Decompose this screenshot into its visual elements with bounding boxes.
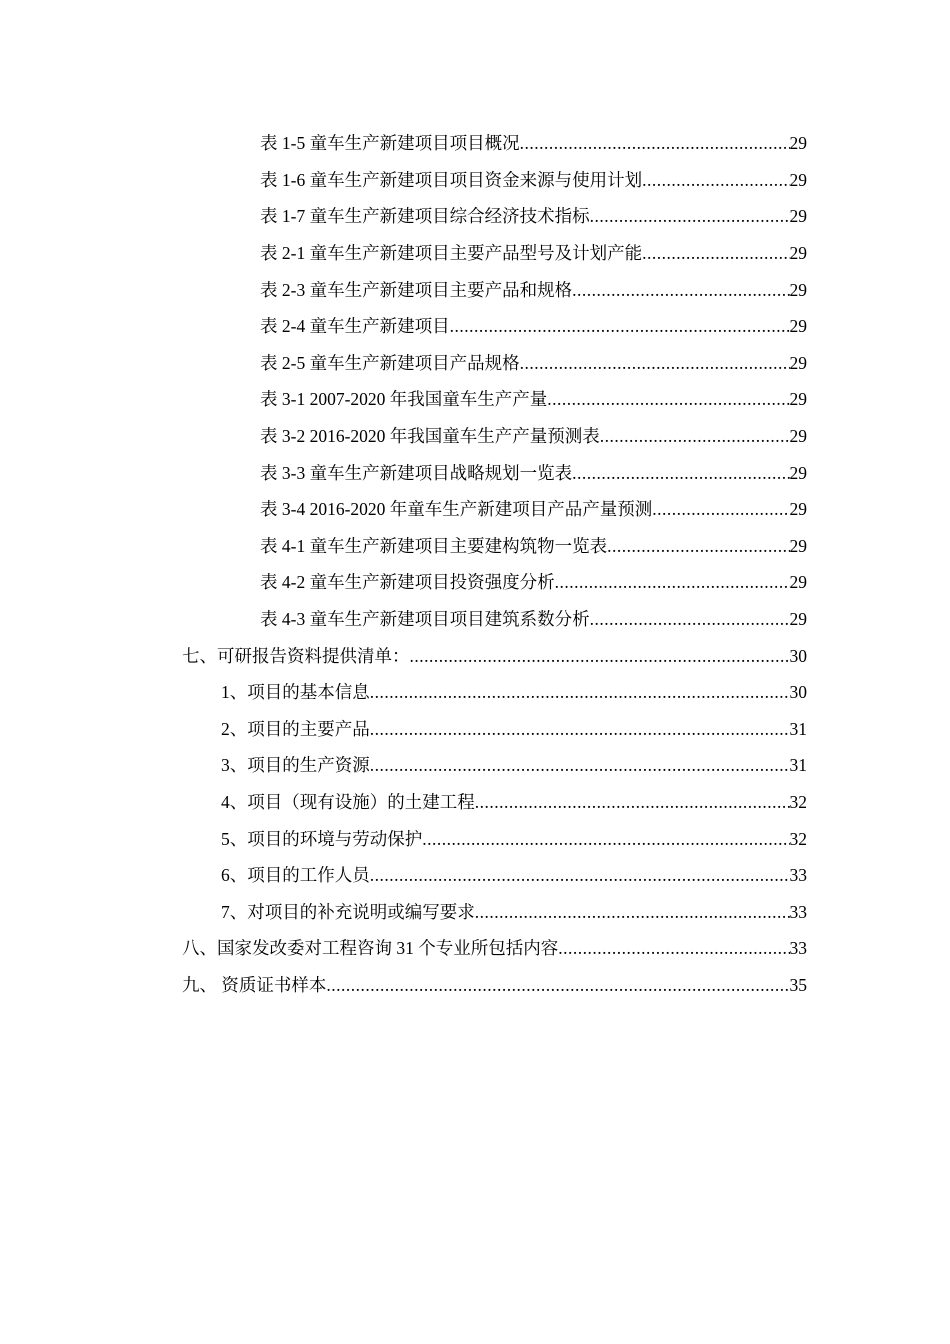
toc-entry-section-8[interactable] — [0, 930, 950, 967]
toc-dot-leader — [642, 242, 789, 264]
toc-dot-leader — [370, 754, 790, 776]
toc-entry-label: 1、项目的基本信息 — [221, 682, 370, 703]
toc-dot-leader — [450, 315, 790, 337]
toc-page-number: 31 — [789, 718, 807, 739]
toc-entry-label: 表 3-1 2007-2020 年我国童车生产产量 — [260, 389, 548, 410]
toc-entry-section-7-7[interactable] — [0, 893, 950, 930]
toc-page-number: 32 — [789, 828, 807, 849]
toc-dot-leader — [475, 901, 790, 923]
toc-entry-section-7-3[interactable] — [0, 747, 950, 784]
toc-entry-table-3-1[interactable] — [0, 381, 950, 418]
toc-dot-leader — [572, 279, 789, 301]
toc-page-number: 33 — [789, 901, 807, 922]
toc-dot-leader — [410, 645, 790, 667]
toc-dot-leader — [607, 535, 789, 557]
toc-entry-label: 表 1-7 童车生产新建项目综合经济技术指标 — [260, 206, 590, 227]
toc-page-number: 30 — [789, 645, 807, 666]
toc-entry-table-4-1[interactable] — [0, 528, 950, 565]
toc-dot-leader — [590, 608, 790, 630]
toc-page-number: 29 — [789, 462, 807, 483]
toc-entry-label: 表 4-3 童车生产新建项目项目建筑系数分析 — [260, 609, 590, 630]
toc-entry-label: 5、项目的环境与劳动保护 — [221, 828, 423, 849]
toc-dot-leader — [590, 205, 790, 227]
toc-entry-table-3-2[interactable] — [0, 418, 950, 455]
toc-dot-leader — [572, 462, 789, 484]
toc-page-number: 29 — [789, 169, 807, 190]
toc-page-number: 30 — [789, 682, 807, 703]
toc-dot-leader — [370, 864, 790, 886]
toc-entry-section-7-6[interactable] — [0, 857, 950, 894]
toc-dot-leader — [600, 425, 790, 447]
toc-entry-table-2-3[interactable] — [0, 271, 950, 308]
toc-page-number: 29 — [789, 499, 807, 520]
toc-entry-label: 6、项目的工作人员 — [221, 865, 370, 886]
toc-entry-label: 2、项目的主要产品 — [221, 718, 370, 739]
toc-entry-label: 表 4-2 童车生产新建项目投资强度分析 — [260, 572, 555, 593]
toc-dot-leader — [555, 571, 790, 593]
toc-dot-leader — [475, 791, 790, 813]
toc-entry-label: 7、对项目的补充说明或编写要求 — [221, 901, 475, 922]
toc-entry-section-7[interactable] — [0, 637, 950, 674]
toc-dot-leader — [642, 169, 789, 191]
toc-dot-leader — [370, 718, 790, 740]
toc-entry-label: 表 1-5 童车生产新建项目项目概况 — [260, 133, 520, 154]
toc-entry-label: 4、项目（现有设施）的土建工程 — [221, 791, 475, 812]
toc-entry-section-7-4[interactable] — [0, 784, 950, 821]
toc-entry-table-2-5[interactable] — [0, 345, 950, 382]
toc-entry-section-7-5[interactable] — [0, 820, 950, 857]
toc-page-number: 35 — [789, 974, 807, 995]
toc-entry-table-1-6[interactable] — [0, 162, 950, 199]
toc-page-number: 29 — [789, 389, 807, 410]
toc-dot-leader — [326, 974, 789, 996]
toc-page-number: 29 — [789, 352, 807, 373]
toc-entry-section-7-1[interactable] — [0, 674, 950, 711]
toc-dot-leader — [558, 937, 789, 959]
toc-page-number: 29 — [789, 279, 807, 300]
toc-entry-label: 表 3-2 2016-2020 年我国童车生产产量预测表 — [260, 426, 600, 447]
toc-page-number: 32 — [789, 791, 807, 812]
toc-page-number: 29 — [789, 572, 807, 593]
toc-dot-leader — [370, 681, 790, 703]
toc-page-number: 29 — [789, 316, 807, 337]
toc-entry-table-1-5[interactable] — [0, 125, 950, 162]
toc-entry-table-4-3[interactable] — [0, 601, 950, 638]
toc-entry-label: 表 3-3 童车生产新建项目战略规划一览表 — [260, 462, 573, 483]
toc-entry-table-3-3[interactable] — [0, 454, 950, 491]
toc-entry-section-9[interactable] — [0, 967, 950, 1004]
toc-page-number: 31 — [789, 755, 807, 776]
toc-entry-label: 表 1-6 童车生产新建项目项目资金来源与使用计划 — [260, 169, 643, 190]
toc-dot-leader — [520, 132, 790, 154]
toc-entry-label: 表 2-1 童车生产新建项目主要产品型号及计划产能 — [260, 243, 643, 264]
toc-page-number: 33 — [789, 865, 807, 886]
toc-entry-table-2-1[interactable] — [0, 235, 950, 272]
toc-entry-label: 3、项目的生产资源 — [221, 755, 370, 776]
toc-page-number: 33 — [789, 938, 807, 959]
table-of-contents — [0, 125, 950, 1003]
toc-dot-leader — [422, 828, 789, 850]
toc-entry-label: 表 4-1 童车生产新建项目主要建构筑物一览表 — [260, 535, 608, 556]
toc-entry-label: 表 2-4 童车生产新建项目 — [260, 316, 450, 337]
toc-page-number: 29 — [789, 535, 807, 556]
toc-entry-label: 八、国家发改委对工程咨询 31 个专业所包括内容 — [182, 938, 559, 959]
toc-page-number: 29 — [789, 609, 807, 630]
toc-dot-leader — [652, 498, 789, 520]
toc-entry-label: 七、可研报告资料提供清单： — [182, 645, 410, 666]
toc-entry-section-7-2[interactable] — [0, 711, 950, 748]
toc-page-number: 29 — [789, 133, 807, 154]
toc-entry-label: 表 2-3 童车生产新建项目主要产品和规格 — [260, 279, 573, 300]
toc-entry-table-3-4[interactable] — [0, 491, 950, 528]
toc-entry-label: 表 2-5 童车生产新建项目产品规格 — [260, 352, 520, 373]
toc-dot-leader — [520, 352, 790, 374]
toc-page-number: 29 — [789, 206, 807, 227]
toc-entry-label: 九、 资质证书样本 — [182, 974, 327, 995]
toc-entry-table-1-7[interactable] — [0, 198, 950, 235]
toc-entry-table-2-4[interactable] — [0, 308, 950, 345]
toc-page-number: 29 — [789, 426, 807, 447]
toc-entry-table-4-2[interactable] — [0, 564, 950, 601]
toc-dot-leader — [547, 388, 789, 410]
toc-page-number: 29 — [789, 243, 807, 264]
toc-entry-label: 表 3-4 2016-2020 年童车生产新建项目产品产量预测 — [260, 499, 653, 520]
